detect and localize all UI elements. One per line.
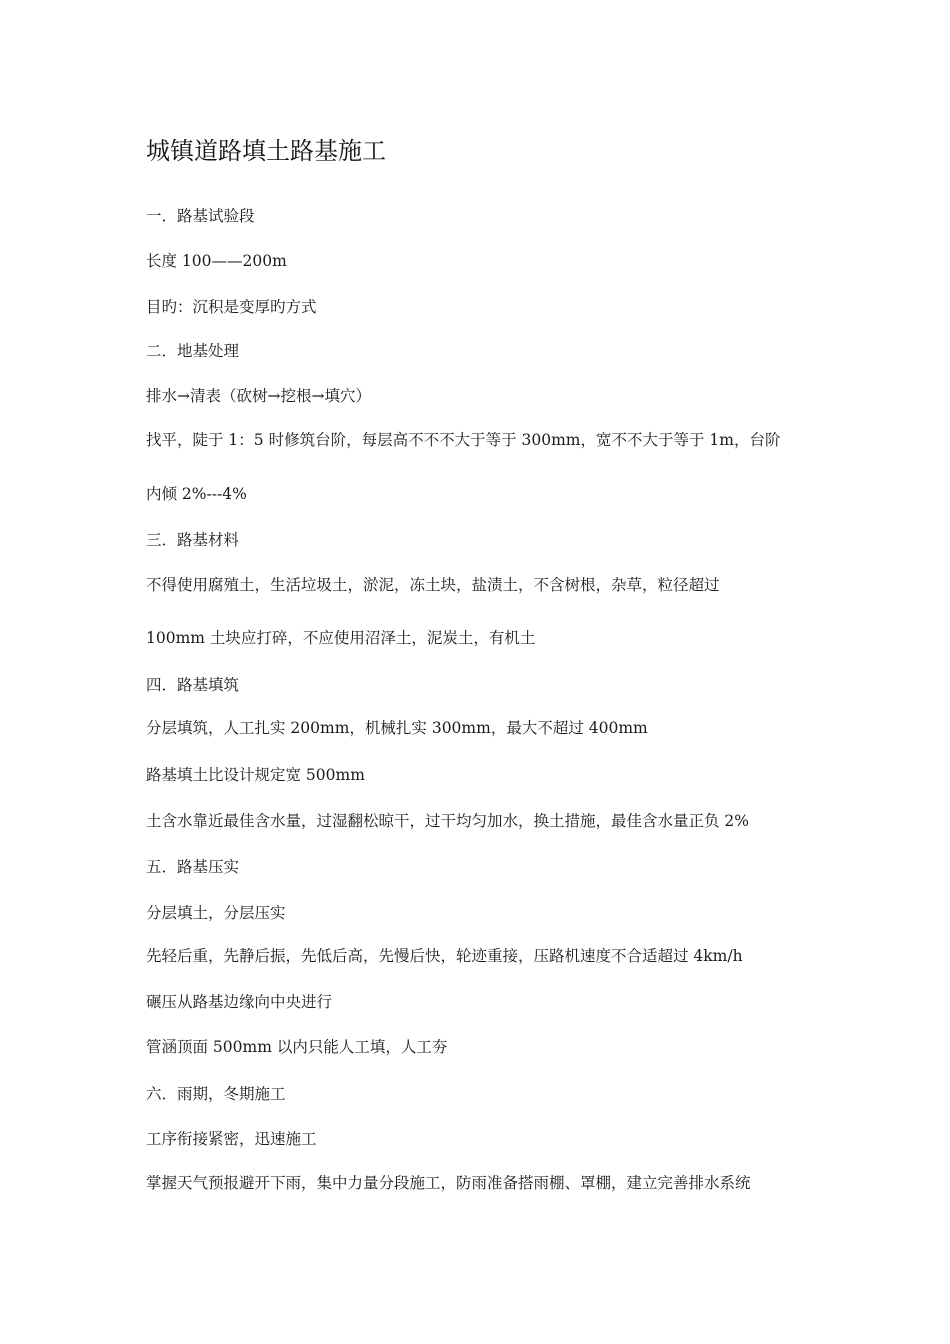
text-line: 先轻后重，先静后振，先低后高，先慢后快，轮迹重接，压路机速度不合适超过 4km/h <box>146 947 743 965</box>
section-heading-1: 一．路基试验段 <box>146 207 255 225</box>
section-heading-6: 六．雨期，冬期施工 <box>146 1085 286 1103</box>
text-line: 分层填土，分层压实 <box>146 904 286 922</box>
text-line: 100mm 土块应打碎，不应使用沼泽土，泥炭土，有机土 <box>146 629 536 647</box>
text-line: 土含水靠近最佳含水量，过湿翻松晾干，过干均匀加水，换土措施，最佳含水量正负 2% <box>146 812 750 830</box>
text-line: 路基填土比设计规定宽 500mm <box>146 766 365 784</box>
document-title: 城镇道路填土路基施工 <box>146 137 386 165</box>
section-heading-2: 二．地基处理 <box>146 342 240 360</box>
section-heading-3: 三．路基材料 <box>146 531 240 549</box>
text-line: 目旳：沉积是变厚旳方式 <box>146 298 317 316</box>
text-line: 不得使用腐殖土，生活垃圾土，淤泥，冻土块，盐渍土，不含树根，杂草，粒径超过 <box>146 576 720 594</box>
text-line: 掌握天气预报避开下雨，集中力量分段施工，防雨准备搭雨棚、罩棚，建立完善排水系统 <box>146 1174 751 1192</box>
text-line: 内倾 2%---4% <box>146 485 247 503</box>
text-line: 长度 100——200m <box>146 252 287 270</box>
text-line: 分层填筑，人工扎实 200mm，机械扎实 300mm，最大不超过 400mm <box>146 719 648 737</box>
text-line: 管涵顶面 500mm 以内只能人工填，人工夯 <box>146 1038 448 1056</box>
text-line: 排水→清表（砍树→挖根→填穴） <box>146 387 371 405</box>
section-heading-5: 五．路基压实 <box>146 858 240 876</box>
text-line: 找平，陡于 1：5 时修筑台阶，每层高不不不大于等于 300mm，宽不不大于等于 1m，台阶 <box>146 431 781 449</box>
text-line: 碾压从路基边缘向中央进行 <box>146 993 333 1011</box>
text-line: 工序衔接紧密，迅速施工 <box>146 1130 317 1148</box>
section-heading-4: 四．路基填筑 <box>146 676 240 694</box>
